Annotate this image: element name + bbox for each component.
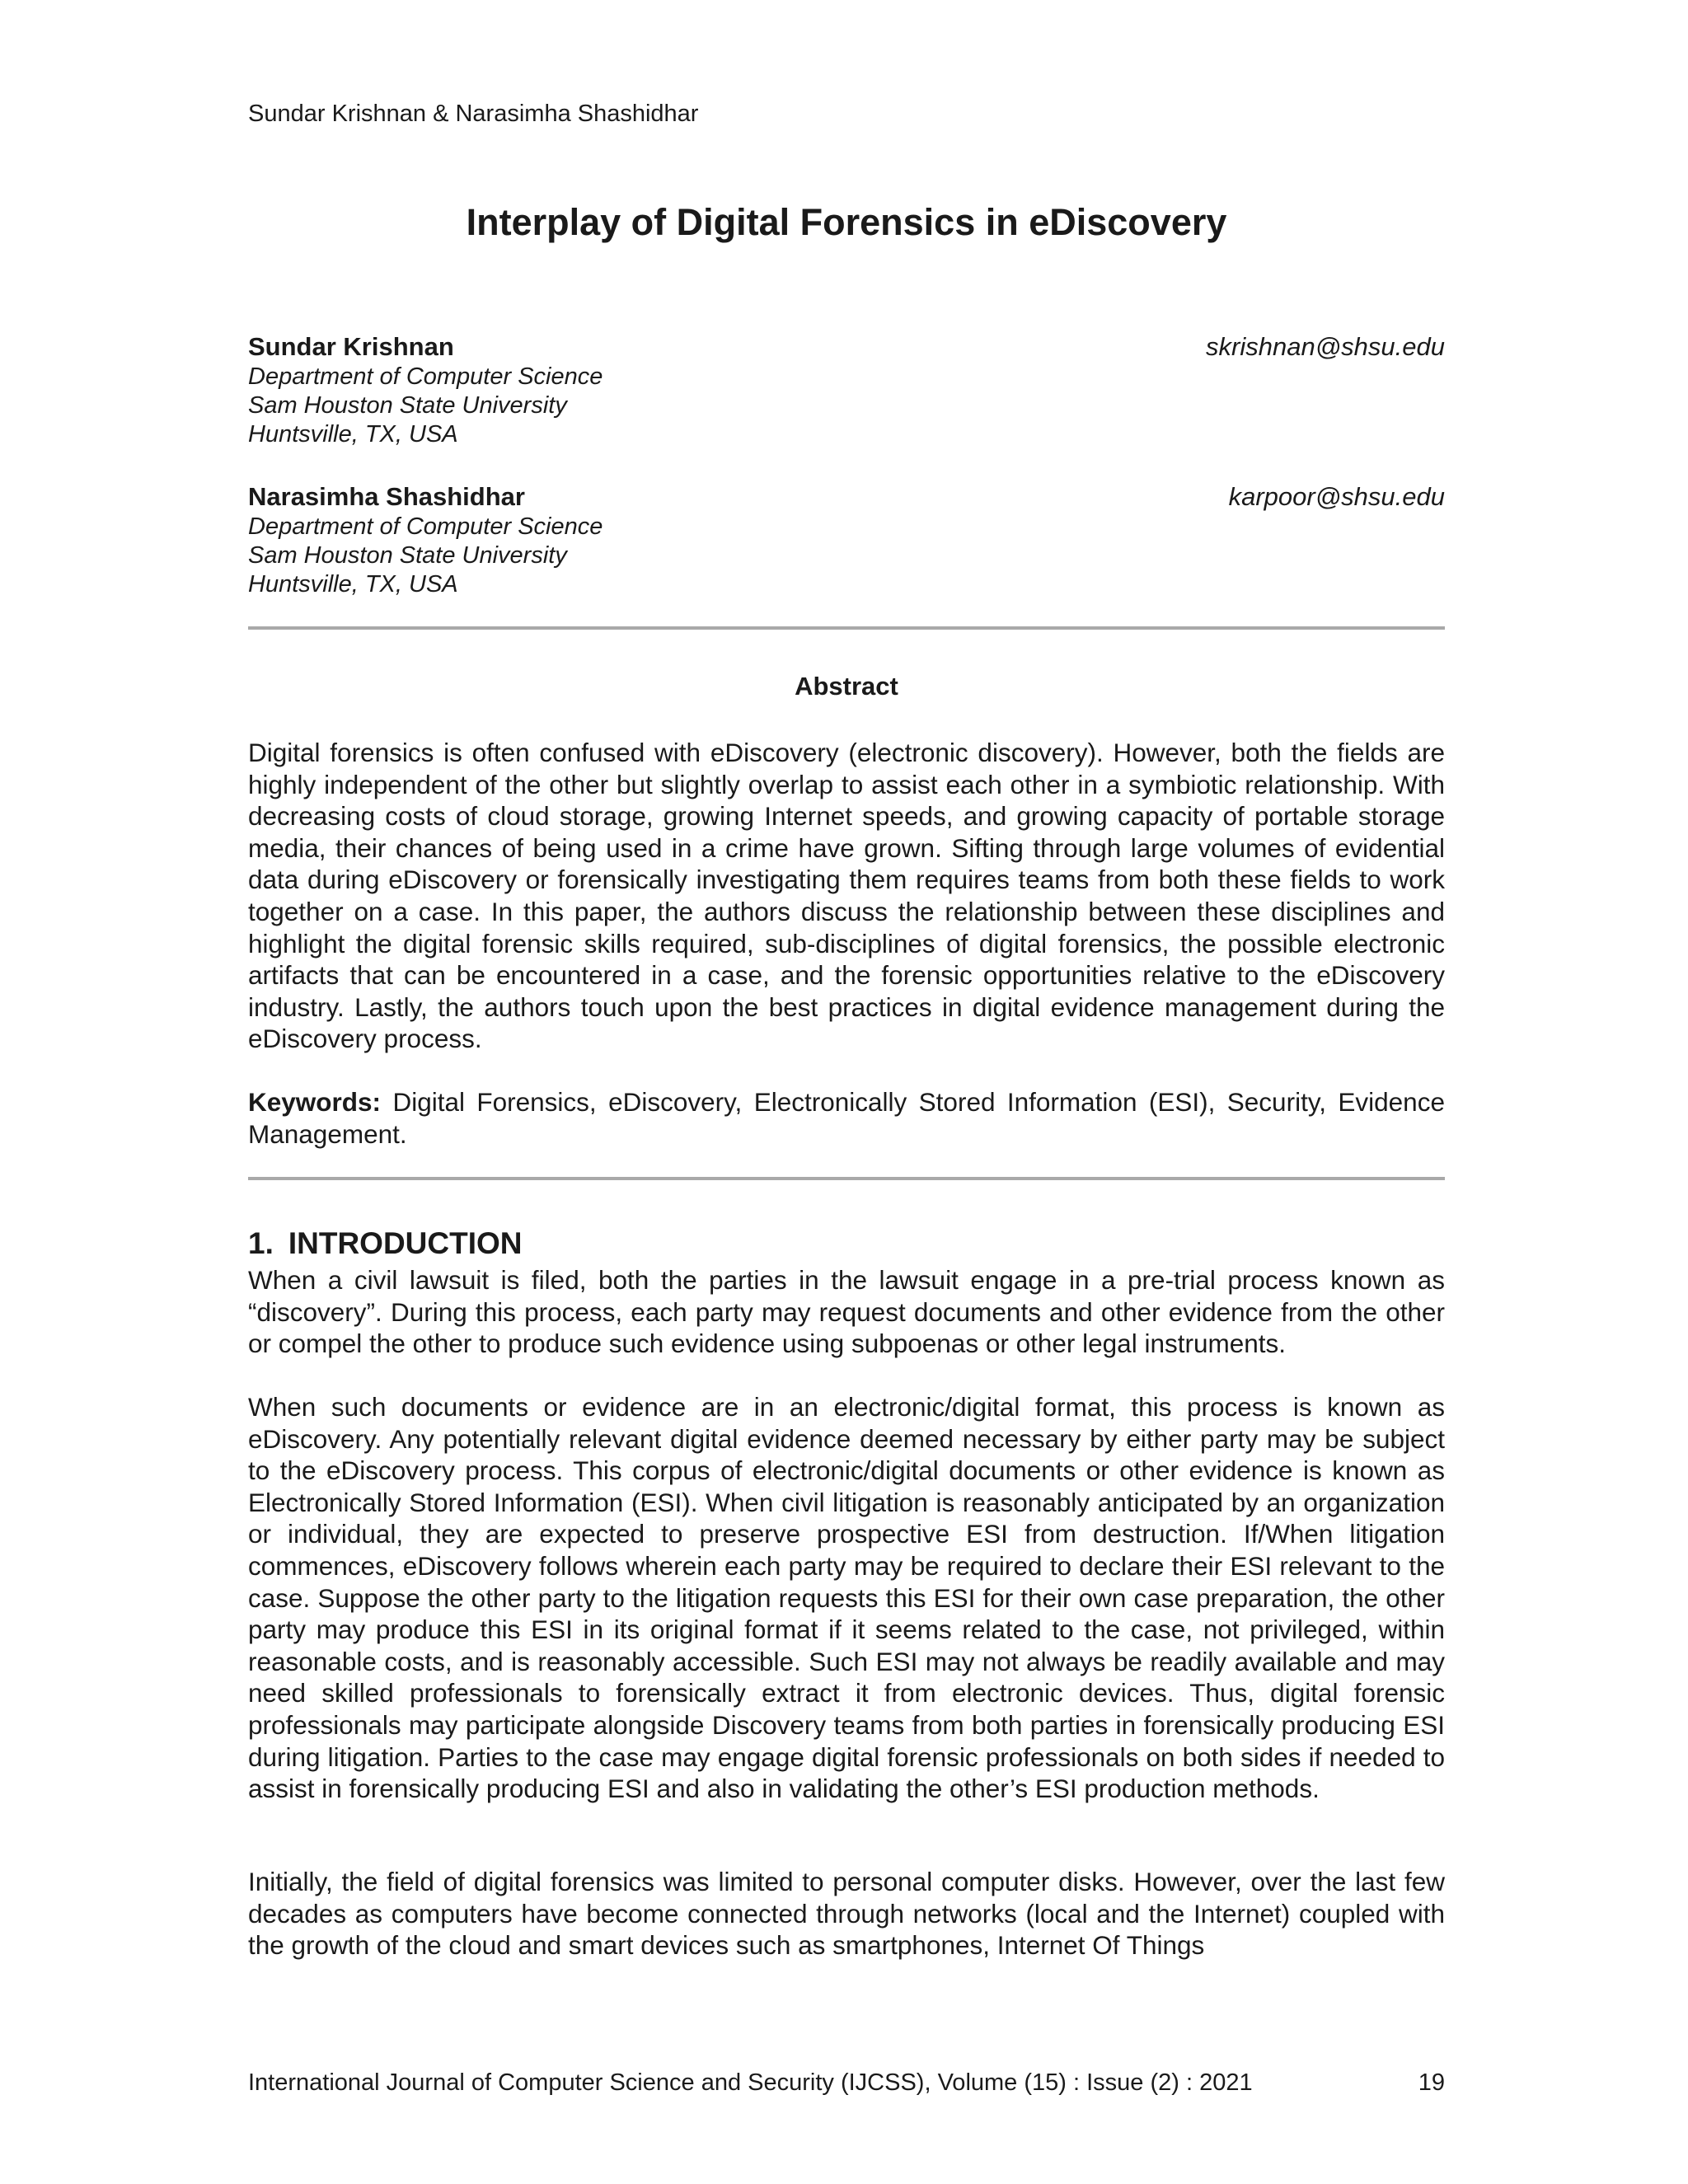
page-number: 19 — [1418, 2069, 1445, 2096]
abstract-heading: Abstract — [795, 672, 898, 701]
author-block-2 — [248, 481, 1445, 599]
running-head: Sundar Krishnan & Narasimha Shashidhar — [248, 101, 699, 127]
body-paragraph: Initially, the field of digital forensics was limited to personal computer disks. However, over the last few decades as computers have become connected through networks (local and the Internet) coupled with the growth of the cloud and smart devices such as smartphones, Internet Of Things — [248, 1867, 1445, 1961]
author-department: Department of Computer Science — [248, 363, 603, 390]
body-paragraph: When a civil lawsuit is filed, both the parties in the lawsuit engage in a pre-trial process known as “discovery”. During this process, each party may request documents and other evidence from the other or compel the other to produce such evidence using subpoenas or other legal instruments. — [248, 1265, 1445, 1359]
keywords-text: Digital Forensics, eDiscovery, Electronically Stored Information (ESI), Security, Evidence Management. — [248, 1087, 1445, 1149]
footer-journal: International Journal of Computer Science and Security (IJCSS), Volume (15) : Issue (2) : 2021 — [248, 2069, 1253, 2096]
author-location: Huntsville, TX, USA — [248, 421, 458, 448]
author-location: Huntsville, TX, USA — [248, 571, 458, 598]
section-number: 1. — [248, 1226, 274, 1260]
page-footer — [248, 2067, 1445, 2098]
keywords — [248, 1086, 1445, 1150]
divider — [248, 1177, 1445, 1180]
author-email-link[interactable]: karpoor@shsu.edu — [1228, 482, 1445, 511]
author-department: Department of Computer Science — [248, 513, 603, 540]
author-block-1 — [248, 331, 1445, 449]
author-university: Sam Houston State University — [248, 392, 567, 419]
section-heading — [248, 1225, 523, 1263]
section-title: INTRODUCTION — [288, 1226, 523, 1260]
abstract-text: Digital forensics is often confused with eDiscovery (electronic discovery). However, both the fields are highly independent of the other but slightly overlap to assist each other in a symbiotic relationship. With decreasing costs of cloud storage, growing Internet speeds, and growing capacity of portable storage media, their chances of being used in a crime have grown. Sifting through large volumes of evidential data during eDiscovery or forensically investigating them requires teams from both these fields to work together on a case. In this paper, the authors discuss the relationship between these disciplines and highlight the digital forensic skills required, sub-disciplines of digital forensics, the possible electronic artifacts that can be encountered in a case, and the forensic opportunities relative to the eDiscovery industry. Lastly, the authors touch upon the best practices in digital evidence management during the eDiscovery process. — [248, 738, 1445, 1054]
divider — [248, 626, 1445, 630]
keywords-label: Keywords: — [248, 1087, 382, 1117]
author-university: Sam Houston State University — [248, 542, 567, 569]
body-paragraph: When such documents or evidence are in an electronic/digital format, this process is known as eDiscovery. Any potentially relevant digital evidence deemed necessary by either party may be subject to the eDiscovery process. This corpus of electronic/digital documents or other evidence is known as Electronically Stored Information (ESI). When civil litigation is reasonably anticipated by an organization or individual, they are expected to preserve prospective ESI from destruction. If/When litigation commences, eDiscovery follows wherein each party may be required to declare their ESI relevant to the case. Suppose the other party to the litigation requests this ESI for their own case preparation, the other party may produce this ESI in its original format if it seems related to the case, not privileged, within reasonable costs, and is reasonably accessible. Such ESI may not always be readily available and may need skilled professionals to forensically extract it from electronic devices. Thus, digital forensic professionals may participate alongside Discovery teams from both parties in forensically producing ESI during litigation. Parties to the case may engage digital forensic professionals on both sides if needed to assist in forensically producing ESI and also in validating the other’s ESI production methods. — [248, 1392, 1445, 1804]
paper-title: Interplay of Digital Forensics in eDiscovery — [466, 201, 1227, 243]
author-name: Sundar Krishnan — [248, 332, 454, 361]
author-email-link[interactable]: skrishnan@shsu.edu — [1206, 332, 1445, 361]
author-name: Narasimha Shashidhar — [248, 482, 525, 511]
